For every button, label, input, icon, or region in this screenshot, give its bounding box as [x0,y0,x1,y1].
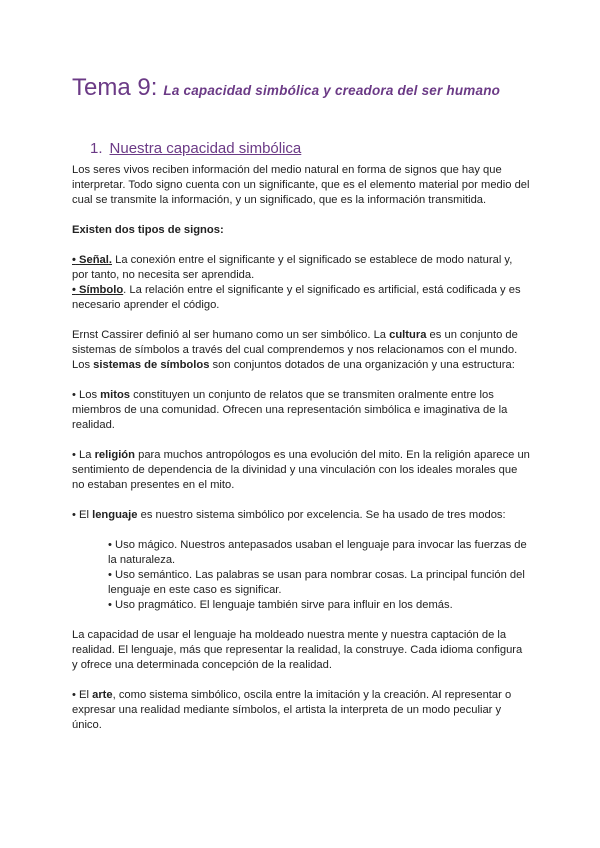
title-subtitle: La capacidad simbólica y creadora del ser humano [163,83,501,98]
title-number: Tema 9: [72,74,158,101]
document-body [72,163,530,733]
section-title: Nuestra capacidad simbólica [109,140,302,157]
list-item: • Uso pragmático. El lenguaje también sirve para influir en los demás. [108,599,453,611]
intro-paragraph: Los seres vivos reciben información del medio natural en forma de signos que hay que interpretar. Todo signo cuenta con un significante, que es el elemento material por medio del cual se transmite la información, y un significado, que es la información transmitida. [72,164,530,206]
list-item: • Uso mágico. Nuestros antepasados usaban el lenguaje para invocar las fuerzas de la naturaleza. [108,539,527,566]
page-title [72,74,500,102]
type-simbolo: • Símbolo. La relación entre el significante y el significado es artificial, está codificada y es necesario aprender el código. [72,284,521,311]
cassirer-paragraph: Ernst Cassirer definió al ser humano como un ser simbólico. La cultura es un conjunto de sistemas de símbolos a través del cual comprendemos y nos relacionamos con el mundo. Los sistemas de símbolos son conjuntos dotados de una organización y una estructura: [72,329,518,371]
capacidad-paragraph: La capacidad de usar el lenguaje ha moldeado nuestra mente y nuestra captación de la realidad. El lenguaje, más que representar la realidad, la construye. Cada idioma configura y ofrece una determinada concepción de la realidad. [72,629,523,671]
types-heading: Existen dos tipos de signos: [72,224,224,236]
religion-paragraph: • La religión para muchos antropólogos es una evolución del mito. En la religión aparece un sentimiento de dependencia de la divinidad y una vinculación con los ideales morales que no estaban presentes en el mito. [72,449,530,491]
arte-paragraph: • El arte, como sistema simbólico, oscila entre la imitación y la creación. Al representar o expresar una realidad mediante símbolos, el artista la interpreta de un modo peculiar y único. [72,689,512,731]
list-item: • Uso semántico. Las palabras se usan para nombrar cosas. La principal función del lenguaje en este caso es significar. [108,569,525,596]
section-heading [90,140,301,157]
language-modes-list [108,538,530,613]
type-senal: • Señal. La conexión entre el significante y el significado se establece de modo natural y, por tanto, no necesita ser aprendida. [72,254,513,281]
section-number: 1. [90,140,103,157]
mitos-paragraph: • Los mitos constituyen un conjunto de relatos que se transmiten oralmente entre los miembros de una comunidad. Ofrecen una representación simbólica e imaginativa de la realidad. [72,389,508,431]
lenguaje-paragraph: • El lenguaje es nuestro sistema simbólico por excelencia. Se ha usado de tres modos: [72,509,506,521]
